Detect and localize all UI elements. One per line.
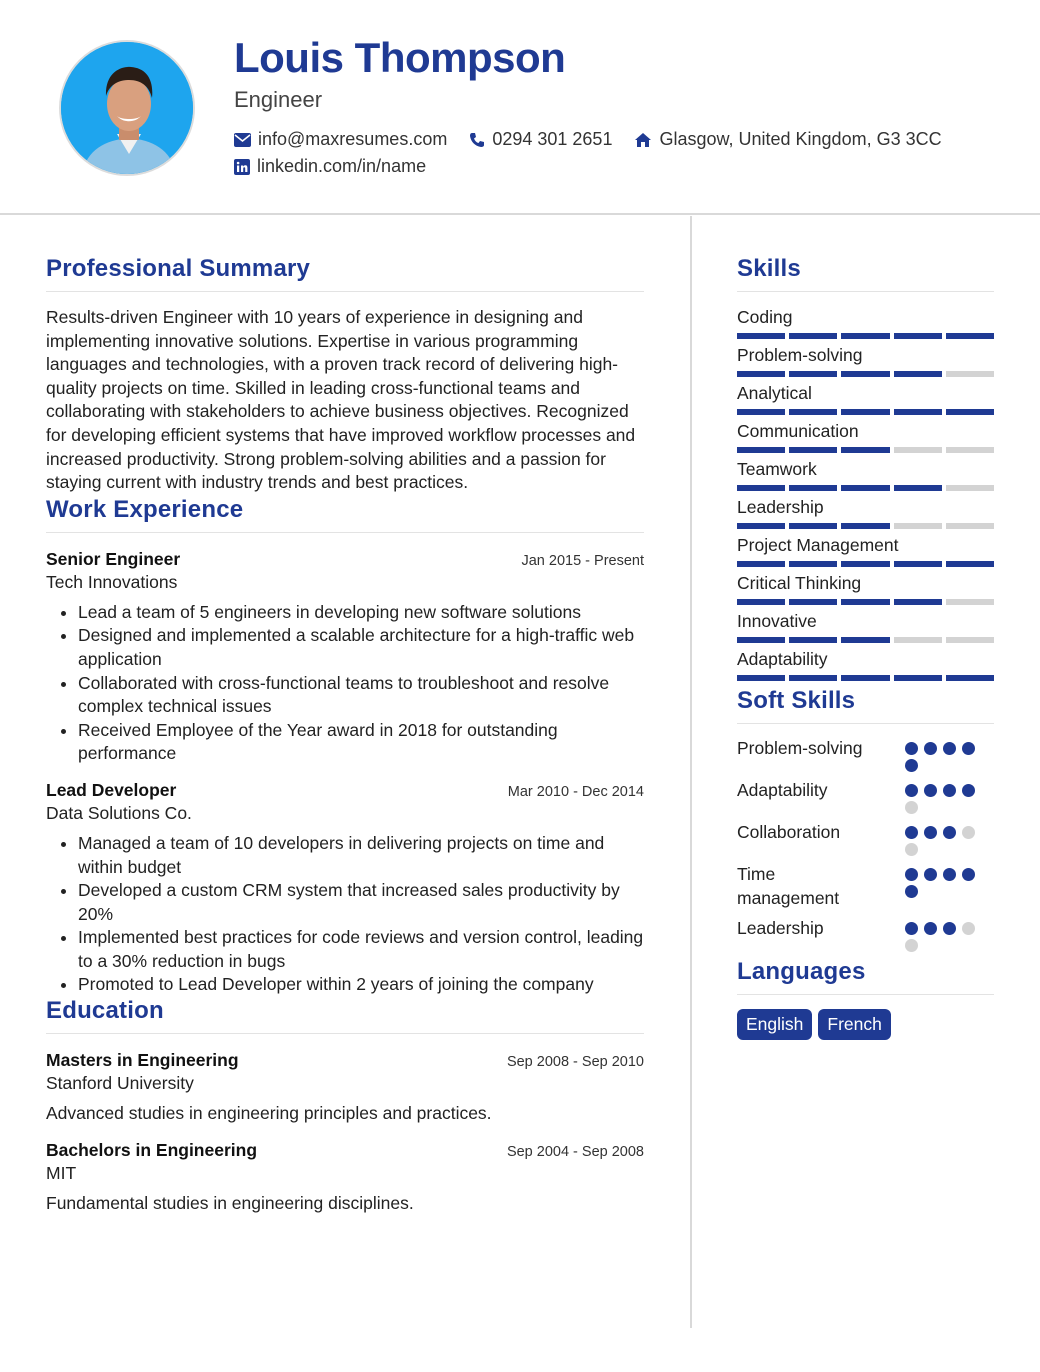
job-title: Senior Engineer bbox=[46, 548, 181, 569]
skill-level-segment bbox=[841, 675, 889, 681]
soft-skill-item bbox=[737, 736, 994, 772]
skill-level-segment bbox=[841, 447, 889, 453]
skill-level-segment bbox=[789, 561, 837, 567]
skill-level-segment bbox=[894, 561, 942, 567]
skill-level-segment bbox=[946, 333, 994, 339]
profile-photo bbox=[59, 40, 195, 176]
degree-title: Bachelors in Engineering bbox=[46, 1140, 258, 1161]
contact-location bbox=[634, 129, 941, 150]
skill-level-segment bbox=[737, 523, 785, 529]
experience-section bbox=[46, 496, 644, 997]
envelope-icon bbox=[234, 133, 251, 147]
summary-section bbox=[46, 255, 644, 495]
soft-skill-rating bbox=[905, 862, 979, 898]
job-date: Mar 2010 - Dec 2014 bbox=[507, 783, 644, 800]
school-name: Stanford University bbox=[46, 1073, 194, 1094]
skill-level-segment bbox=[841, 371, 889, 377]
rating-dot bbox=[905, 922, 918, 935]
rating-dot bbox=[905, 885, 918, 898]
rating-dot bbox=[962, 742, 975, 755]
main-column bbox=[46, 255, 644, 1228]
skill-level-segment bbox=[789, 333, 837, 339]
skill-name: Critical Thinking bbox=[737, 573, 862, 593]
education-section bbox=[46, 997, 644, 1214]
skills-heading: Skills bbox=[737, 255, 994, 292]
soft-skills-section bbox=[737, 687, 994, 952]
soft-skill-item bbox=[737, 916, 994, 952]
skill-level-bar bbox=[737, 675, 994, 681]
skill-level-bar bbox=[737, 447, 994, 453]
skill-item bbox=[737, 458, 994, 491]
linkedin-icon bbox=[234, 159, 250, 175]
skill-level-segment bbox=[894, 637, 942, 643]
job-title: Lead Developer bbox=[46, 779, 177, 800]
rating-dot bbox=[924, 784, 937, 797]
skill-level-segment bbox=[737, 371, 785, 377]
rating-dot bbox=[905, 939, 918, 952]
skill-level-segment bbox=[946, 409, 994, 415]
rating-dot bbox=[943, 826, 956, 839]
soft-skill-name: Leadership bbox=[737, 918, 824, 938]
skill-name: Analytical bbox=[737, 383, 812, 403]
skill-name: Coding bbox=[737, 307, 793, 327]
skill-item bbox=[737, 306, 994, 339]
skill-level-bar bbox=[737, 485, 994, 491]
soft-skill-rating bbox=[905, 778, 979, 814]
education-date: Sep 2008 - Sep 2010 bbox=[506, 1054, 644, 1071]
skill-level-segment bbox=[737, 447, 785, 453]
skill-item bbox=[737, 496, 994, 529]
skill-name: Adaptability bbox=[737, 649, 828, 669]
skill-level-segment bbox=[894, 447, 942, 453]
skill-item bbox=[737, 382, 994, 415]
resume-header bbox=[0, 0, 1040, 215]
skill-item bbox=[737, 420, 994, 453]
skill-item bbox=[737, 648, 994, 681]
languages-section bbox=[737, 958, 994, 1040]
rating-dot bbox=[962, 784, 975, 797]
sidebar-column bbox=[737, 255, 994, 1040]
skill-name: Problem-solving bbox=[737, 345, 863, 365]
skill-level-segment bbox=[946, 599, 994, 605]
soft-skill-item bbox=[737, 862, 994, 910]
degree-title: Masters in Engineering bbox=[46, 1050, 239, 1071]
skill-level-bar bbox=[737, 371, 994, 377]
soft-skill-rating bbox=[905, 916, 979, 952]
skill-level-segment bbox=[894, 599, 942, 605]
skill-level-segment bbox=[789, 485, 837, 491]
candidate-name: Louis Thompson bbox=[234, 34, 566, 81]
skills-section bbox=[737, 255, 994, 681]
skill-level-segment bbox=[894, 485, 942, 491]
languages-list bbox=[737, 1009, 994, 1040]
candidate-title: Engineer bbox=[234, 87, 323, 112]
skill-level-bar bbox=[737, 333, 994, 339]
skill-item bbox=[737, 344, 994, 377]
rating-dot bbox=[962, 922, 975, 935]
rating-dot bbox=[905, 784, 918, 797]
skill-level-bar bbox=[737, 561, 994, 567]
soft-skill-name: Collaboration bbox=[737, 822, 841, 842]
job-bullet: • Designed and implemented a scalable architecture for a high-traffic web application bbox=[78, 624, 644, 671]
job-bullet: • Implemented best practices for code reviews and version control, leading to a 30% reduction in bugs bbox=[78, 926, 644, 973]
rating-dot bbox=[905, 843, 918, 856]
skill-level-segment bbox=[789, 447, 837, 453]
person-photo-icon bbox=[61, 42, 195, 176]
rating-dot bbox=[943, 742, 956, 755]
language-badge: French bbox=[818, 1009, 890, 1040]
skill-level-segment bbox=[737, 599, 785, 605]
rating-dot bbox=[962, 868, 975, 881]
skill-level-segment bbox=[841, 409, 889, 415]
rating-dot bbox=[905, 826, 918, 839]
skill-level-segment bbox=[946, 523, 994, 529]
skill-level-segment bbox=[946, 637, 994, 643]
skill-level-segment bbox=[894, 675, 942, 681]
rating-dot bbox=[943, 868, 956, 881]
rating-dot bbox=[924, 922, 937, 935]
skill-level-segment bbox=[737, 675, 785, 681]
job-date: Jan 2015 - Present bbox=[521, 552, 644, 569]
skill-item bbox=[737, 534, 994, 567]
soft-skill-item bbox=[737, 778, 994, 814]
education-description: Fundamental studies in engineering disciplines. bbox=[46, 1193, 414, 1214]
education-entry bbox=[46, 1050, 644, 1124]
skill-level-segment bbox=[894, 371, 942, 377]
rating-dot bbox=[962, 826, 975, 839]
job-bullet: • Promoted to Lead Developer within 2 years of joining the company bbox=[78, 973, 644, 997]
skill-level-segment bbox=[737, 333, 785, 339]
skill-level-segment bbox=[894, 409, 942, 415]
skill-level-segment bbox=[946, 675, 994, 681]
phone-icon bbox=[469, 132, 485, 148]
skill-level-segment bbox=[789, 409, 837, 415]
skill-level-segment bbox=[946, 485, 994, 491]
linkedin-text: linkedin.com/in/name bbox=[257, 156, 427, 176]
skill-item bbox=[737, 572, 994, 605]
job-bullets bbox=[46, 832, 644, 997]
soft-skill-rating bbox=[905, 820, 979, 856]
experience-heading: Work Experience bbox=[46, 496, 644, 533]
skill-level-segment bbox=[737, 561, 785, 567]
education-description: Advanced studies in engineering principles and practices. bbox=[46, 1103, 492, 1124]
skill-level-segment bbox=[946, 561, 994, 567]
contact-email[interactable] bbox=[234, 129, 447, 150]
skill-level-segment bbox=[789, 371, 837, 377]
email-text: info@maxresumes.com bbox=[258, 129, 448, 149]
job-bullets bbox=[46, 601, 644, 766]
skill-level-segment bbox=[789, 523, 837, 529]
soft-skill-rating bbox=[905, 736, 979, 772]
rating-dot bbox=[924, 868, 937, 881]
language-badge: English bbox=[737, 1009, 812, 1040]
skill-level-segment bbox=[737, 637, 785, 643]
home-icon bbox=[634, 132, 652, 148]
rating-dot bbox=[924, 742, 937, 755]
job-bullet: • Received Employee of the Year award in 2018 for outstanding performance bbox=[78, 719, 644, 766]
rating-dot bbox=[924, 826, 937, 839]
skill-level-segment bbox=[946, 371, 994, 377]
skill-item bbox=[737, 610, 994, 643]
skill-level-bar bbox=[737, 409, 994, 415]
job-bullet: • Lead a team of 5 engineers in developing new software solutions bbox=[78, 601, 644, 625]
skill-level-segment bbox=[841, 523, 889, 529]
skill-name: Teamwork bbox=[737, 459, 817, 479]
phone-text: 0294 301 2651 bbox=[492, 129, 613, 149]
rating-dot bbox=[905, 868, 918, 881]
skill-level-segment bbox=[737, 409, 785, 415]
languages-heading: Languages bbox=[737, 958, 994, 995]
soft-skill-name: Adaptability bbox=[737, 780, 828, 800]
contact-row bbox=[234, 156, 448, 177]
skill-level-segment bbox=[789, 599, 837, 605]
skill-level-segment bbox=[841, 561, 889, 567]
job-company: Data Solutions Co. bbox=[46, 802, 192, 823]
contact-phone[interactable] bbox=[469, 129, 612, 150]
job-company: Tech Innovations bbox=[46, 571, 178, 592]
skill-name: Leadership bbox=[737, 497, 824, 517]
summary-heading: Professional Summary bbox=[46, 255, 644, 292]
skill-level-segment bbox=[841, 485, 889, 491]
contact-row bbox=[234, 129, 964, 150]
location-text: Glasgow, United Kingdom, G3 3CC bbox=[659, 129, 942, 149]
column-divider bbox=[690, 216, 692, 1328]
rating-dot bbox=[943, 784, 956, 797]
job-bullet: • Managed a team of 10 developers in delivering projects on time and within budget bbox=[78, 832, 644, 879]
skill-level-segment bbox=[894, 523, 942, 529]
job-entry bbox=[46, 780, 644, 997]
job-bullet: • Developed a custom CRM system that increased sales productivity by 20% bbox=[78, 879, 644, 926]
skill-level-bar bbox=[737, 599, 994, 605]
rating-dot bbox=[943, 922, 956, 935]
skill-name: Innovative bbox=[737, 611, 817, 631]
education-date: Sep 2004 - Sep 2008 bbox=[506, 1144, 644, 1161]
job-bullet: • Collaborated with cross-functional teams to troubleshoot and resolve complex technical issues bbox=[78, 672, 644, 719]
school-name: MIT bbox=[46, 1163, 77, 1184]
education-heading: Education bbox=[46, 997, 644, 1034]
skill-level-bar bbox=[737, 637, 994, 643]
skill-level-segment bbox=[841, 637, 889, 643]
skill-level-segment bbox=[894, 333, 942, 339]
soft-skill-name: Problem-solving bbox=[737, 738, 863, 758]
skill-level-segment bbox=[946, 447, 994, 453]
skill-level-segment bbox=[841, 599, 889, 605]
soft-skill-item bbox=[737, 820, 994, 856]
rating-dot bbox=[905, 742, 918, 755]
skill-level-segment bbox=[841, 333, 889, 339]
soft-skills-heading: Soft Skills bbox=[737, 687, 994, 724]
skill-name: Communication bbox=[737, 421, 859, 441]
skill-level-segment bbox=[789, 675, 837, 681]
education-entry bbox=[46, 1140, 644, 1214]
soft-skill-name: Time management bbox=[737, 864, 840, 908]
summary-text: Results-driven Engineer with 10 years of experience in designing and implementing innovative solutions. Expertise in various programming languages and technologies, with a proven track record of delivering high-quality projects on time. Skilled in leading cross-functional teams and collaborating with stakeholders to achieve business objectives. Recognized for developing efficient systems that have improved workflow processes and increased productivity. Strong problem-solving abilities and a passion for staying current with industry trends and best practices. bbox=[46, 307, 636, 493]
skill-level-bar bbox=[737, 523, 994, 529]
skill-level-segment bbox=[737, 485, 785, 491]
rating-dot bbox=[905, 759, 918, 772]
skills-list bbox=[737, 306, 994, 681]
rating-dot bbox=[905, 801, 918, 814]
contact-linkedin[interactable] bbox=[234, 156, 426, 177]
job-entry bbox=[46, 549, 644, 766]
skill-name: Project Management bbox=[737, 535, 899, 555]
skill-level-segment bbox=[789, 637, 837, 643]
